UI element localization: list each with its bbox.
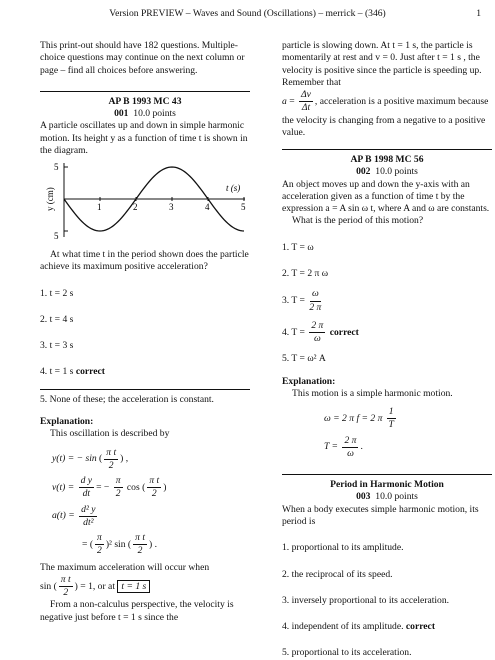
divider [40, 389, 250, 390]
q3-option-5[interactable]: 5. proportional to its acceleration. [282, 647, 412, 659]
q2-points: 002 10.0 points [356, 166, 418, 178]
q1-max-text: The maximum acceleration will occur when [40, 561, 210, 573]
tick-1: 1 [97, 202, 102, 213]
q1-noncalc-text: From a non-calculus perspective, the velocity is negative just before t = 1 s since the [40, 599, 234, 623]
q1-option-1[interactable]: 1. t = 2 s [40, 287, 74, 299]
left-column [40, 40, 250, 624]
q1-option-4[interactable]: 4. t = 1 s correct [40, 366, 105, 378]
y-top-label: 5 [54, 162, 59, 173]
q1-question: At what time t in the period shown does the particle achieve its maximum positive acceleration? [40, 249, 249, 273]
q1-source: AP B 1993 MC 43 [108, 95, 182, 107]
page-header: Version PREVIEW – Waves and Sound (Oscillations) – merrick – (346) [109, 8, 386, 19]
q2-option-2[interactable]: 2. T = 2 π ω [282, 267, 329, 279]
right-column [282, 40, 492, 660]
intro-text: This print-out should have 182 questions. Multiple-choice questions may continue on the next column or page – find all choices before answering. [40, 40, 245, 76]
q2-option-3[interactable]: 3. T = $\frac{\omega}{2 \pi}$ [282, 288, 322, 313]
q3-option-1[interactable]: 1. proportional to its amplitude. [282, 542, 404, 554]
q1-option-2[interactable]: 2. t = 4 s [40, 313, 74, 325]
q3-points: 003 10.0 points [356, 491, 418, 503]
tick-4: 4 [205, 202, 210, 213]
q3-option-2[interactable]: 2. the reciprocal of its speed. [282, 568, 393, 580]
accel-def: a = $\frac{\Delta v}{\Delta t}$ , acceleration is a positive maximum because the velocity is changing from a negative to a positive value. [282, 89, 489, 138]
divider [282, 149, 492, 150]
y-axis-label: y (cm) [45, 187, 55, 212]
x-axis-label: t (s) [226, 183, 241, 194]
q2-source: AP B 1998 MC 56 [350, 154, 424, 166]
q3-source: Period in Harmonic Motion [330, 479, 444, 491]
q2-text: An object moves up and down the y-axis with an acceleration given as a function of time t by the expression a = A sin ω t, where A and ω are constants. [282, 178, 490, 215]
q2-equations: ω = 2 π f = 2 π $\frac{1}{T}$ T = $\frac{2 \pi}{\omega}$ . [324, 406, 394, 459]
tick-2: 2 [133, 202, 138, 213]
q1-expl-intro: This oscillation is described by [50, 428, 170, 440]
q1-points: 001 10.0 points [114, 108, 176, 120]
q3-text: When a body executes simple harmonic motion, its period is [282, 503, 479, 527]
q2-explanation-label: Explanation: [282, 375, 336, 387]
q1-max-eq: sin ( $\frac{\text{π t}}{2}$ ) = 1, or at t = 1 s [40, 574, 250, 600]
q3-option-3[interactable]: 3. inversely proportional to its acceleration. [282, 594, 450, 606]
tick-5: 5 [241, 202, 246, 213]
page-number: 1 [476, 8, 481, 19]
q1-option-3[interactable]: 3. t = 3 s [40, 340, 74, 352]
q2-option-1[interactable]: 1. T = ω [282, 241, 314, 253]
q2-question: What is the period of this motion? [292, 215, 424, 227]
q2-option-5[interactable]: 5. T = ω² A [282, 353, 326, 365]
q2-expl: This motion is a simple harmonic motion. [292, 387, 453, 399]
q1-text: A particle oscillates up and down in simple harmonic motion. Its height y as a function of time t is shown in the diagram. [40, 120, 248, 156]
q2-option-4[interactable]: 4. T = $\frac{2 \pi}{\omega}$ correct [282, 319, 359, 345]
q3-option-4[interactable]: 4. independent of its amplitude. correct [282, 621, 436, 633]
y-bottom-label: 5 [54, 231, 59, 242]
right-intro: particle is slowing down. At t = 1 s, the particle is momentarily at rest and v = 0. Just after t = 1 s , the velocity is positive since the particle is speeding up. Remember that [282, 40, 482, 88]
q1-equations: y(t) = − sin ( $\frac{\text{π t}}{2}$ ) , v(t) = $\frac{\text{d y}}{dt}$ = − $\frac{\pi}{2}$ cos ( $\frac{\text{π t}}{2}$ ) a(t) = $\frac{\text{d² y}}{\text{dt²}}$ = ( $\frac{\pi}{2}$ )² sin ( $\frac{\text{π t}}{2}$ ) . [52, 446, 167, 557]
q1-sine-graph [40, 159, 250, 243]
tick-3: 3 [169, 202, 174, 213]
divider [40, 91, 250, 92]
q1-option-5[interactable]: 5. None of these; the acceleration is constant. [40, 393, 214, 405]
q1-explanation-label: Explanation: [40, 415, 94, 427]
divider [282, 474, 492, 475]
